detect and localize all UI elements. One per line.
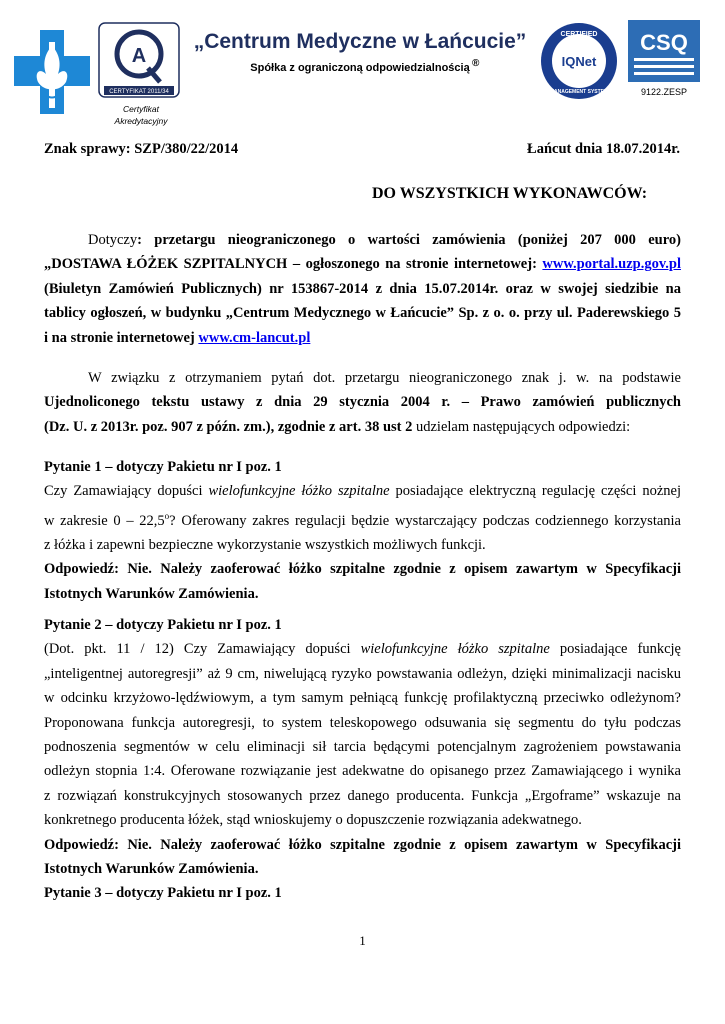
portal-uzp-link[interactable]: www.portal.uzp.gov.pl <box>542 256 681 273</box>
svg-text:A: A <box>131 45 147 67</box>
answer-1: Odpowiedź: Nie. Należy zaoferować łóżko szpitalne zgodnie z opisem zawartym w Specyfikacji <box>44 561 681 578</box>
accreditation-q-logo <box>98 22 180 98</box>
q-logo-text: CERTYFIKAT 2011/34 <box>109 89 169 95</box>
intro-paragraph: Dotyczy: przetargu nieograniczonego o wartości zamówienia (poniżej 207 000 euro) „DOSTAWA ŁÓŻEK SZPITALNYCH – ogłoszonego na stronie internetowej: www.portal.uzp.gov.pl (Biuletyn Zamówień Publicznych) nr 153867-2014 z dnia 15.07.2014r. oraz w swojej siedzibie na tablicy ogłoszeń, w budynku „Centrum Medycznego w Łańcucie” Sp. z o. o. przy ul. Paderewskiego 5 i na stronie internetowej www.cm-lancut.pl <box>44 232 681 346</box>
certificate-label: Certyfikat Akredytacyjny <box>114 104 168 126</box>
question-1-heading: Pytanie 1 – dotyczy Pakietu nr I poz. 1 <box>44 459 282 475</box>
question-2-heading: Pytanie 2 – dotyczy Pakietu nr I poz. 1 <box>44 617 282 633</box>
page-number: 1 <box>359 933 366 948</box>
question-2: Pytanie 2 – dotyczy Pakietu nr I poz. 1 (Dot. pkt. 11 / 12) Czy Zamawiający dopuści wielofunkcyjne łóżko szpitalne posiadające funkcję „inteligentnej autoregresji” aż 9 cm, niwelującą ryzyko powstawania odleżyn, dzięki minimalizacji nacisku w odcinku krzyżowo-lędźwiowym, a tym samym pełniącą funkcję profilaktyczną przeciwko odleżynom? Proponowana funkcja autoregresji, to system teleskopowego odsuwania się segmentu do tyłu podczas podnoszenia segmentów w celu eliminacji sił tarcia będącymi potencjalnym zagrożeniem powstawania odleżyn stopnia 1:4. Oferowane rozwiązanie jest adekwatne do opisanego przez Zamawiającego i wynika z rozwiązań konstrukcyjnych stosowanych przez danego producenta. Funkcja „Ergoframe” wskazuje na konkretnego producenta łóżek, stąd wnioskujemy o dopuszczenie rozwiązania adekwatnego. Odpowiedź: Nie. Należy zaoferować łóżko szpitalne zgodnie z opisem zawartym w Specyfikacji Istotnych Warunków Zamówienia. Pytanie 3 – dotyczy Pakietu nr I poz. 1 <box>44 613 681 906</box>
answer-2: Odpowiedź: Nie. Należy zaoferować łóżko szpitalne zgodnie z opisem zawartym w Specyfikacji <box>44 836 681 853</box>
csq-certificate-code: 9122.ZESP <box>640 87 688 97</box>
legal-basis-paragraph: W związku z otrzymaniem pytań dot. przetargu nieograniczonego znak j. w. na podstawie Ujednoliconego tekstu ustawy z dnia 29 stycznia 2004 r. – Prawo zamówień publicznych (Dz. U. z 2013r. poz. 907 z późn. zm.), zgodnie z art. 38 ust 2 udzielam następujących odpowiedzi: <box>44 370 681 435</box>
svg-text:IQNet: IQNet <box>561 54 597 69</box>
medical-cross-logo <box>12 28 92 116</box>
svg-text:MANAGEMENT SYSTEM: MANAGEMENT SYSTEM <box>549 89 609 95</box>
csq-logo <box>628 20 700 82</box>
question-1: Pytanie 1 – dotyczy Pakietu nr I poz. 1 Czy Zamawiający dopuści wielofunkcyjne łóżko szpitalne posiadające elektryczną regulację części nożnej w zakresie 0 – 22,5$^o$? Oferowany zakres regulacji będzie wystarczający podczas codziennego korzystania z łóżka i zapewni bezpieczne wykorzystanie wszystkich możliwych funkcji. Odpowiedź: Nie. Należy zaoferować łóżko szpitalne zgodnie z opisem zawartym w Specyfikacji Istotnych Warunków Zamówienia. <box>44 455 681 606</box>
iqnet-certified-logo <box>540 22 618 100</box>
addressee: DO WSZYSTKICH WYKONAWCÓW: <box>372 185 648 202</box>
case-reference: Znak sprawy: SZP/380/22/2014 <box>44 141 239 157</box>
svg-text:CSQ: CSQ <box>640 30 688 55</box>
cm-lancut-link[interactable]: www.cm-lancut.pl <box>198 329 311 346</box>
document-date: Łańcut dnia 18.07.2014r. <box>527 141 680 157</box>
company-name: „Centrum Medyczne w Łańcucie” <box>193 30 527 53</box>
company-legal-form: Spółka z ograniczoną odpowiedzialnością <box>250 62 470 74</box>
question-3-heading: Pytanie 3 – dotyczy Pakietu nr I poz. 1 <box>44 885 282 902</box>
svg-text:CERTIFIED: CERTIFIED <box>560 31 598 38</box>
registered-mark: ® <box>472 58 480 69</box>
